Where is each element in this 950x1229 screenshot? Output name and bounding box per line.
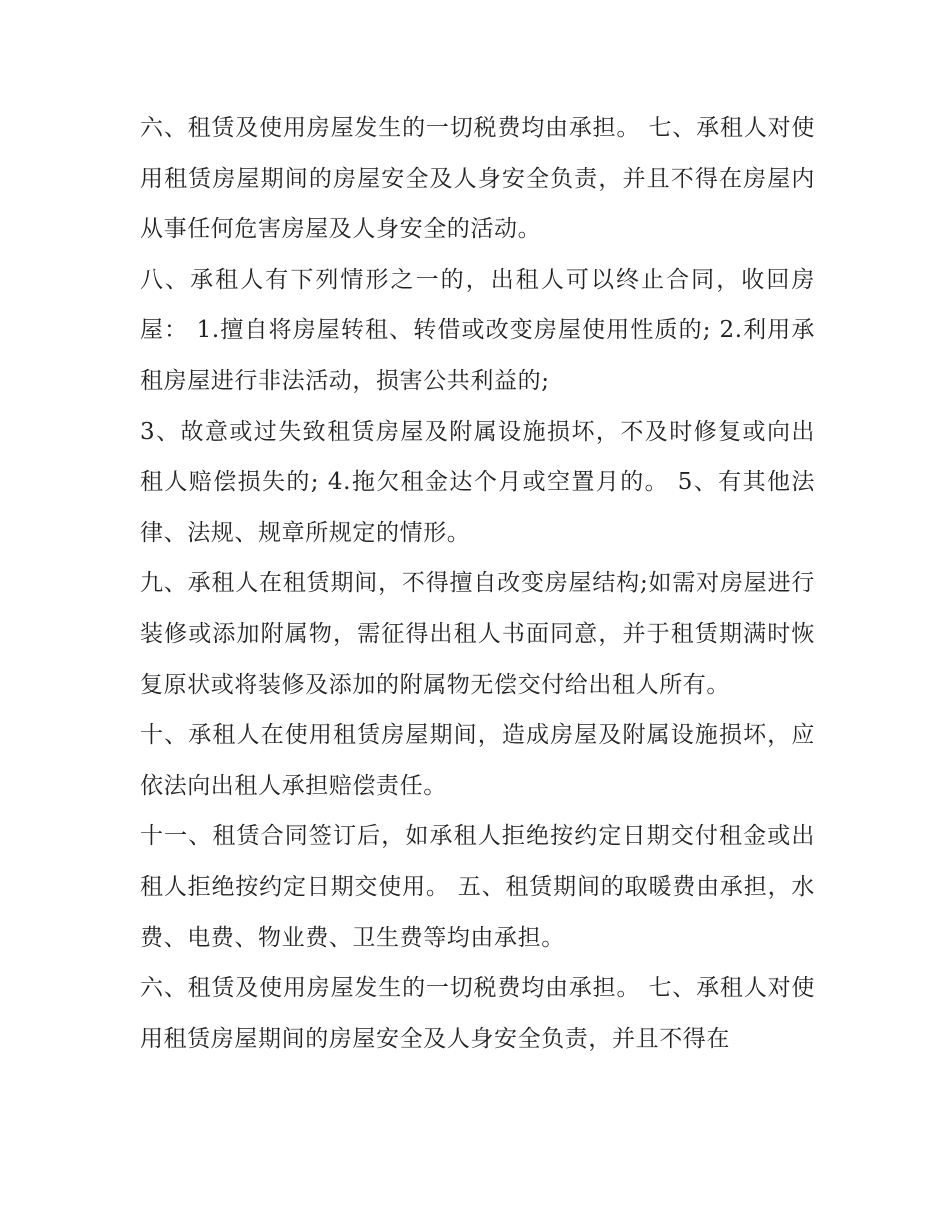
paragraph-10-damage: 十、承租人在使用租赁房屋期间，造成房屋及附属设施损坏，应依法向出租人承担赔偿责任。 (140, 722, 815, 799)
document-body (140, 103, 815, 1064)
paragraph-8-termination: 八、承租人有下列情形之一的，出租人可以终止合同，收回房屋： 1.擅自将房屋转租、转借或改变房屋使用性质的; 2.利用承租房屋进行非法活动，损害公共利益的; (140, 266, 815, 394)
paragraph-6-tax: 六、租赁及使用房屋发生的一切税费均由承担。 七、承租人对使用租赁房屋期间的房屋安全及人身安全负责，并且不得在房屋内从事任何危害房屋及人身安全的活动。 (140, 115, 815, 243)
paragraph-11-contract: 十一、租赁合同签订后，如承租人拒绝按约定日期交付租金或出租人拒绝按约定日期交使用。 五、租赁期间的取暖费由承担，水费、电费、物业费、卫生费等均由承担。 (140, 823, 815, 951)
paragraph-9-structure: 九、承租人在租赁期间，不得擅自改变房屋结构;如需对房屋进行装修或添加附属物，需征得出租人书面同意，并于租赁期满时恢复原状或将装修及添加的附属物无偿交付给出租人所有。 (140, 570, 815, 698)
paragraph-6-tax-repeat: 六、租赁及使用房屋发生的一切税费均由承担。 七、承租人对使用租赁房屋期间的房屋安全及人身安全负责，并且不得在 (140, 975, 815, 1052)
paragraph-termination-cases: 3、故意或过失致租赁房屋及附属设施损坏，不及时修复或向出租人赔偿损失的; 4.拖欠租金达个月或空置月的。 5、有其他法律、法规、规章所规定的情形。 (140, 418, 815, 546)
